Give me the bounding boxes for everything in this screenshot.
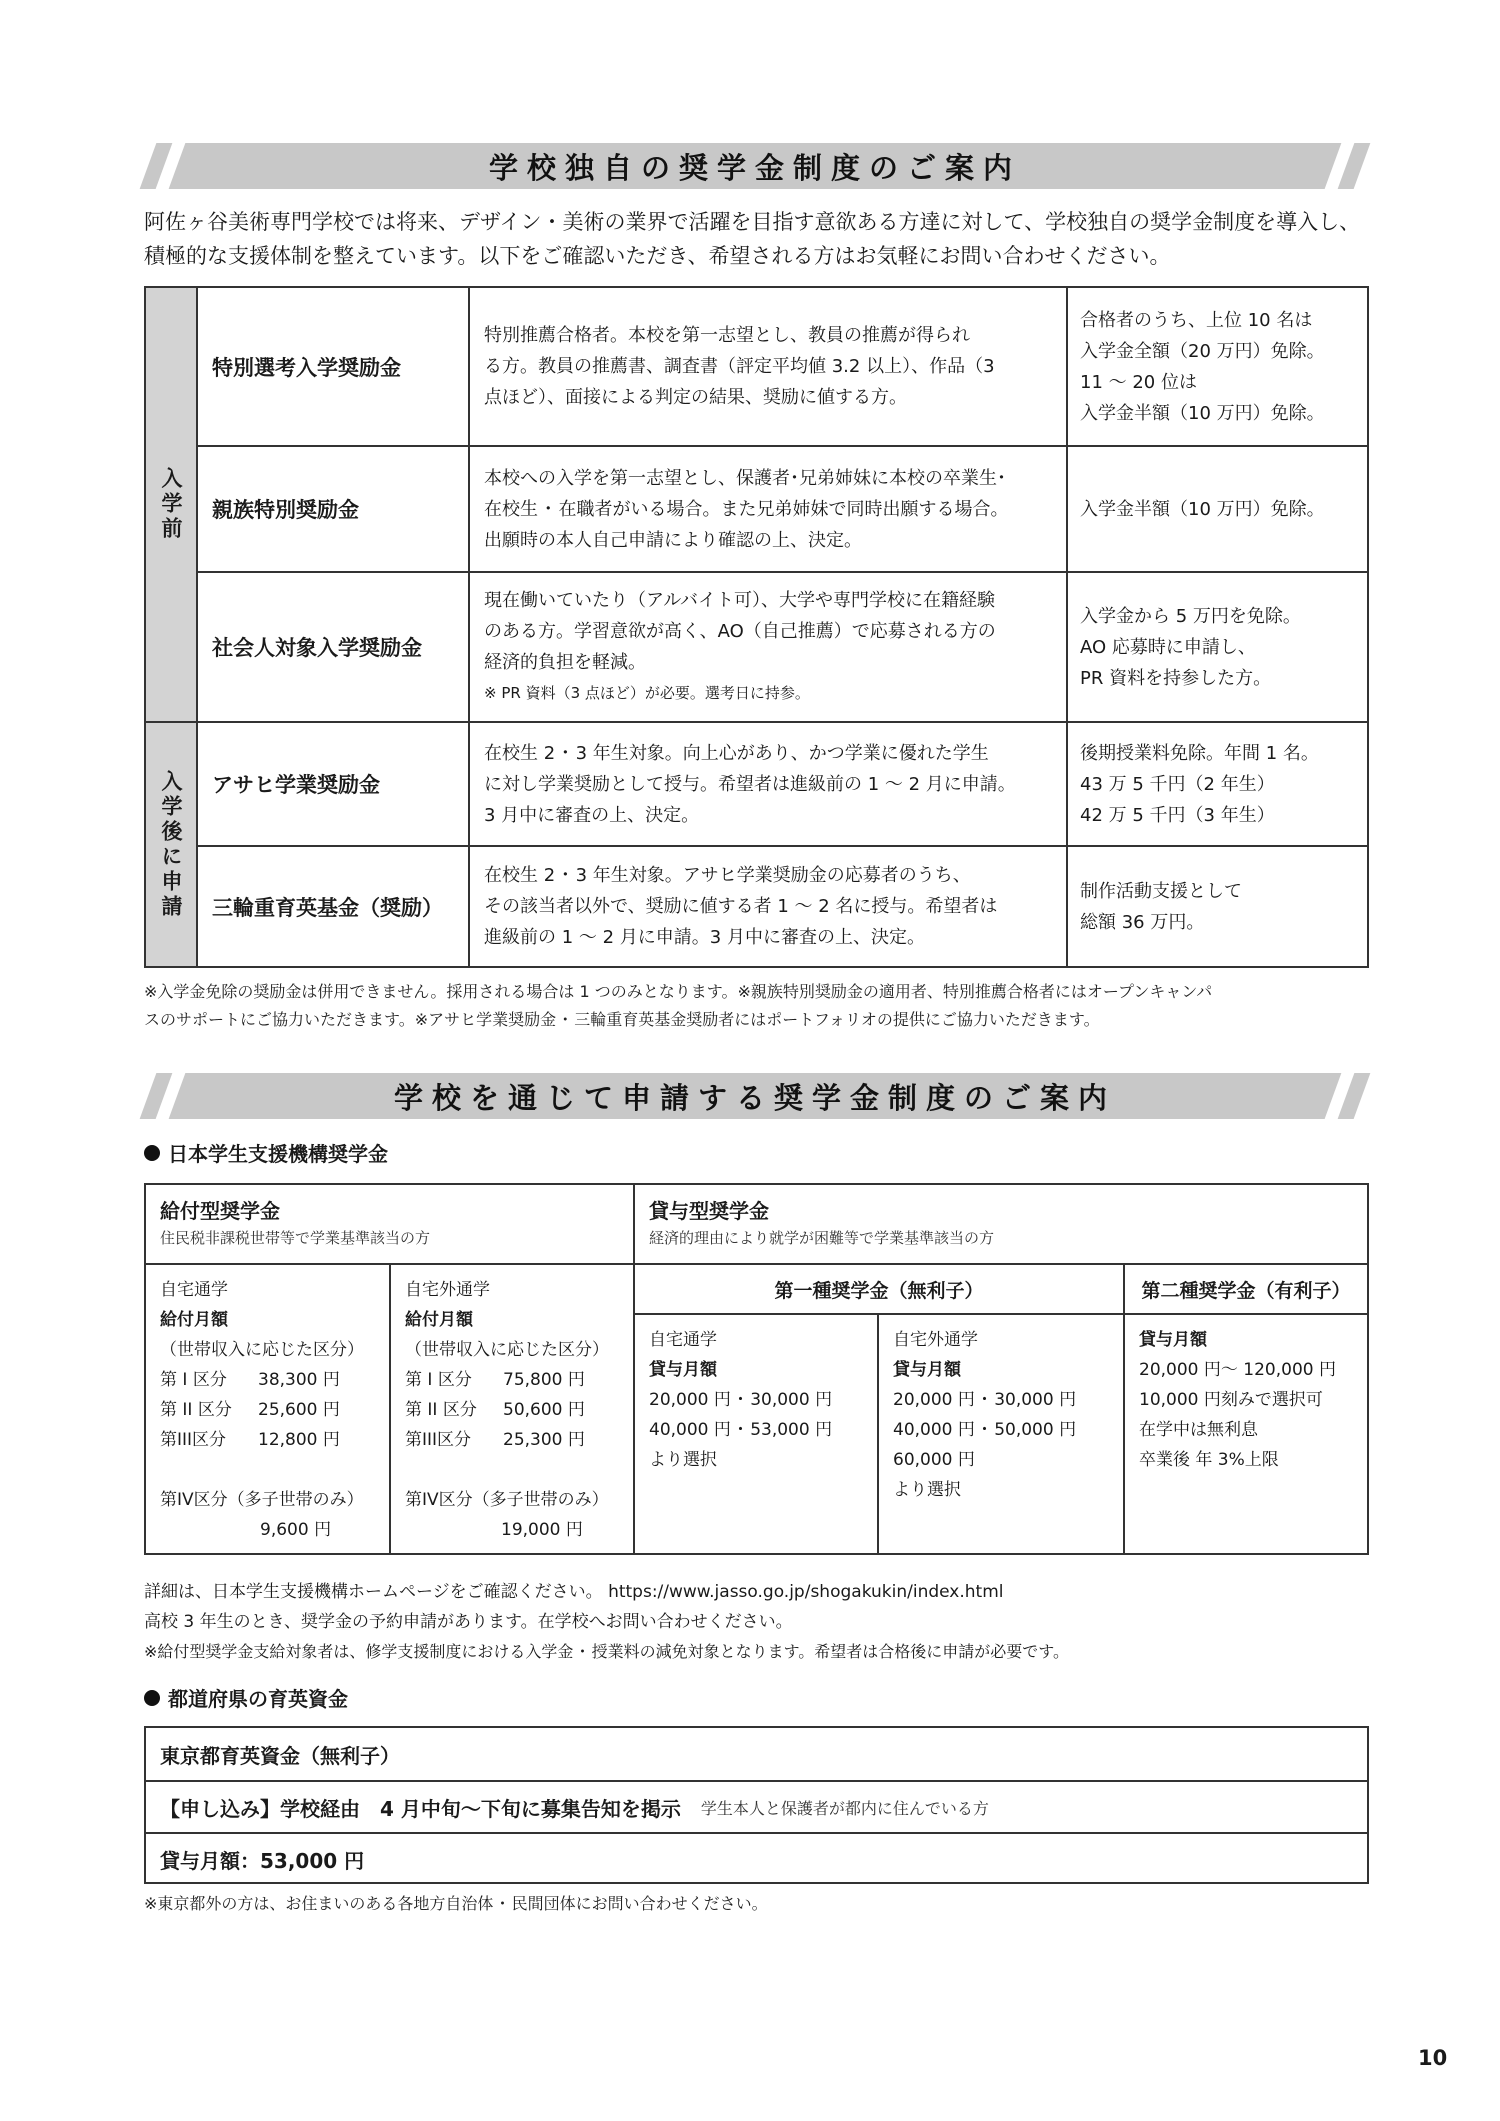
info-line: 高校 3 年生のとき、奨学金の予約申請があります。在学校へお問い合わせください。: [144, 1612, 793, 1632]
tier-line: 第III区分 12,800 円: [160, 1430, 340, 1450]
desc-line: 進級前の 1 ～ 2 月に申請。3 月中に審査の上、決定。: [484, 927, 925, 948]
subhead-label: 都道府県の育英資金: [168, 1687, 348, 1711]
intro-paragraph: [144, 205, 1374, 273]
award-line: 42 万 5 千円（3 年生）: [1080, 804, 1275, 826]
scholarship-award: [1068, 847, 1367, 966]
table-row: [198, 288, 1367, 445]
desc-line: 現在働いていたり（アルバイト可）、大学や専門学校に在籍経験: [484, 590, 996, 611]
tokyo-apply-note: 学生本人と保護者が都内に住んでいる方: [700, 1798, 989, 1818]
tokyo-apply-row: [146, 1780, 1367, 1832]
scholarship-name: 特別選考入学奨励金: [198, 288, 470, 445]
col-title: 自宅通学: [649, 1330, 717, 1350]
school-scholarship-table: [144, 286, 1369, 968]
footnote-line: ※入学金免除の奨励金は併用できません。採用される場合は 1 つのみとなります。※親族特別奨励金の適用者、特別推薦合格者にはオープンキャンパ: [144, 982, 1213, 1001]
kyufu-title: 給付型奨学金: [160, 1199, 280, 1223]
col-line: 20,000 円 ･ 30,000 円: [649, 1390, 833, 1410]
desc-line: その該当者以外で、奨励に値する者 1 ～ 2 名に授与。希望者は: [484, 896, 998, 917]
jasso-heading: [144, 1138, 388, 1167]
award-line: 後期授業料免除。年間 1 名。: [1080, 742, 1319, 764]
group-label: 入学後に申請: [159, 769, 183, 920]
scholarship-desc: [470, 288, 1068, 445]
scholarship-award: [1068, 723, 1367, 845]
award-line: 合格者のうち、上位 10 名は: [1080, 309, 1313, 331]
jasso-table: [144, 1183, 1369, 1555]
group-before-admission: [146, 288, 198, 721]
col-title: 自宅通学: [160, 1280, 228, 1300]
info-line: ※給付型奨学金支給対象者は、修学支援制度における入学金 ･ 授業料の減免対象となります。希望者は合格後に申請が必要です。: [144, 1642, 1070, 1661]
tier-line: 第 II 区分 25,600 円: [160, 1400, 340, 1420]
award-line: PR 資料を持参した方。: [1080, 667, 1272, 689]
prefecture-heading: [144, 1683, 348, 1712]
desc-line: 在校生 ･ 在職者がいる場合。また兄弟姉妹で同時出願する場合。: [484, 498, 1009, 520]
tier4-label: 第IV区分（多子世帯のみ）: [160, 1490, 364, 1510]
col-line: 20,000 円～ 120,000 円: [1139, 1360, 1336, 1380]
col-label: 貸与月額: [893, 1360, 961, 1380]
jasso-info: [144, 1577, 1069, 1667]
col-line: 40,000 円 ･ 53,000 円: [649, 1420, 833, 1440]
intro-line: 積極的な支援体制を整えています。以下をご確認いただき、希望される方はお気軽にお問い合わせください。: [144, 244, 1171, 268]
tokyo-amount: 貸与月額：53,000 円: [146, 1832, 1367, 1884]
section-title: 学校独自の奨学金制度のご案内: [488, 150, 1021, 185]
col-note: （世帯収入に応じた区分）: [405, 1340, 609, 1360]
col-line: 40,000 円 ･ 50,000 円: [893, 1420, 1077, 1440]
scholarship-name: 三輪重育英基金（奨励）: [198, 847, 470, 966]
tokyo-footnote: ※東京都外の方は、お住まいのある各地方自治体 ･ 民間団体にお問い合わせください。: [144, 1894, 768, 1913]
desc-line: 在校生 2 ･ 3 年生対象。アサヒ学業奨励金の応募者のうち、: [484, 865, 971, 886]
desc-line: 3 月中に審査の上、決定。: [484, 804, 700, 826]
award-line: AO 応募時に申請し、: [1080, 636, 1256, 658]
dai2-col: [1125, 1317, 1367, 1483]
dai1-heading: 第一種奨学金（無利子）: [774, 1279, 984, 1302]
desc-line: 在校生 2 ･ 3 年生対象。向上心があり、かつ学業に優れた学生: [484, 742, 989, 764]
col-line: 60,000 円: [893, 1450, 975, 1470]
col-line: 10,000 円刻みで選択可: [1139, 1390, 1323, 1410]
col-note: （世帯収入に応じた区分）: [160, 1340, 364, 1360]
kyufu-away-col: [391, 1267, 633, 1553]
kyufu-header: [146, 1185, 633, 1263]
award-line: 入学金全額（20 万円）免除。: [1080, 340, 1325, 362]
table-row: [198, 445, 1367, 571]
desc-line: 点ほど）、面接による判定の結果、奨励に値する方。: [484, 387, 907, 408]
table-divider: [633, 1313, 1367, 1315]
col-label: 給付月額: [160, 1310, 228, 1330]
dai1-away-col: [879, 1317, 1123, 1513]
scholarship-desc: [470, 447, 1068, 571]
section-title: 学校を通じて申請する奨学金制度のご案内: [393, 1080, 1116, 1115]
scholarship-name: アサヒ学業奨励金: [198, 723, 470, 845]
tier4-label: 第IV区分（多子世帯のみ）: [405, 1490, 609, 1510]
desc-line: る方。教員の推薦書、調査書（評定平均値 3.2 以上）、作品（3: [484, 356, 995, 377]
bullet-icon: [144, 1145, 160, 1161]
scholarship-desc: [470, 723, 1068, 845]
award-line: 入学金から 5 万円を免除。: [1080, 605, 1301, 627]
col-label: 貸与月額: [1139, 1330, 1207, 1350]
bullet-icon: [144, 1690, 160, 1706]
table-row: [198, 721, 1367, 845]
taiyo-subtitle: 経済的理由により就学が困難等で学業基準該当の方: [649, 1229, 995, 1247]
desc-note: ※ PR 資料（3 点ほど）が必要。選考日に持参。: [484, 684, 810, 702]
dai1-home-col: [635, 1317, 877, 1483]
tier4-value: 19,000 円: [501, 1520, 583, 1540]
page-number: 10: [1418, 2046, 1448, 2070]
scholarship-desc: [470, 847, 1068, 966]
col-title: 自宅外通学: [405, 1280, 490, 1300]
desc-line: 特別推薦合格者。本校を第一志望とし、教員の推薦が得られ: [484, 325, 970, 346]
col-line: 20,000 円 ･ 30,000 円: [893, 1390, 1077, 1410]
award-line: 総額 36 万円。: [1080, 911, 1205, 933]
group-after-admission: [146, 723, 198, 966]
col-label: 給付月額: [405, 1310, 473, 1330]
award-line: 入学金半額（10 万円）免除。: [1080, 498, 1325, 520]
scholarship-desc: [470, 573, 1068, 721]
info-line: 詳細は、日本学生支援機構ホームページをご確認ください。 https://www.jasso.go.jp/shogakukin/index.html: [144, 1582, 1004, 1602]
dai2-heading: 第二種奨学金（有利子）: [1141, 1279, 1351, 1302]
award-line: 入学金半額（10 万円）免除。: [1080, 402, 1325, 424]
col-line: 卒業後 年 3%上限: [1139, 1450, 1279, 1470]
tier-line: 第III区分 25,300 円: [405, 1430, 585, 1450]
desc-line: のある方。学習意欲が高く、AO（自己推薦）で応募される方の: [484, 621, 996, 642]
taiyo-title: 貸与型奨学金: [649, 1199, 769, 1223]
desc-line: 経済的負担を軽減。: [484, 652, 646, 673]
desc-line: 出願時の本人自己申請により確認の上、決定。: [484, 529, 862, 551]
section-banner-school-scholarship: [143, 143, 1367, 189]
award-line: 制作活動支援として: [1080, 880, 1242, 902]
scholarship-name: 親族特別奨励金: [198, 447, 470, 571]
award-line: 11 ～ 20 位は: [1080, 371, 1197, 393]
col-title: 自宅外通学: [893, 1330, 978, 1350]
tier-line: 第 II 区分 50,600 円: [405, 1400, 585, 1420]
tier-line: 第 I 区分 38,300 円: [160, 1370, 340, 1390]
kyufu-home-col: [146, 1267, 389, 1553]
kyufu-subtitle: 住民税非課税世帯等で学業基準該当の方: [160, 1229, 431, 1247]
col-label: 貸与月額: [649, 1360, 717, 1380]
col-line: より選択: [893, 1480, 961, 1500]
scholarship-award: [1068, 447, 1367, 571]
scholarship-name: 社会人対象入学奨励金: [198, 573, 470, 721]
desc-line: 本校への入学を第一志望とし、保護者･兄弟姉妹に本校の卒業生･: [484, 467, 1006, 489]
scholarship-award: [1068, 288, 1367, 445]
tier-line: 第 I 区分 75,800 円: [405, 1370, 585, 1390]
tokyo-apply: 【申し込み】学校経由 4 月中旬～下旬に募集告知を掲示: [160, 1796, 681, 1821]
group-label: 入学前: [159, 467, 183, 542]
section1-footnote: [144, 978, 1212, 1034]
intro-line: 阿佐ヶ谷美術専門学校では将来、デザイン・美術の業界で活躍を目指す意欲ある方達に対して、学校独自の奨学金制度を導入し、: [144, 210, 1361, 234]
subhead-label: 日本学生支援機構奨学金: [168, 1142, 388, 1166]
col-line: 在学中は無利息: [1139, 1420, 1258, 1440]
scholarship-award: [1068, 573, 1367, 721]
section-banner-external-scholarship: [143, 1073, 1367, 1119]
tokyo-scholarship-table: [144, 1726, 1369, 1884]
tokyo-title: 東京都育英資金（無利子）: [160, 1743, 400, 1768]
table-row: [198, 845, 1367, 966]
desc-line: に対し学業奨励として授与。希望者は進級前の 1 ～ 2 月に申請。: [484, 773, 1016, 795]
award-line: 43 万 5 千円（2 年生）: [1080, 773, 1275, 795]
table-row: [198, 571, 1367, 721]
footnote-line: スのサポートにご協力いただきます。※アサヒ学業奨励金 ･ 三輪重育英基金奨励者にはポートフォリオの提供にご協力いただきます。: [144, 1010, 1100, 1029]
col-line: より選択: [649, 1450, 717, 1470]
taiyo-header: [635, 1185, 1367, 1263]
tier4-value: 9,600 円: [260, 1520, 332, 1540]
